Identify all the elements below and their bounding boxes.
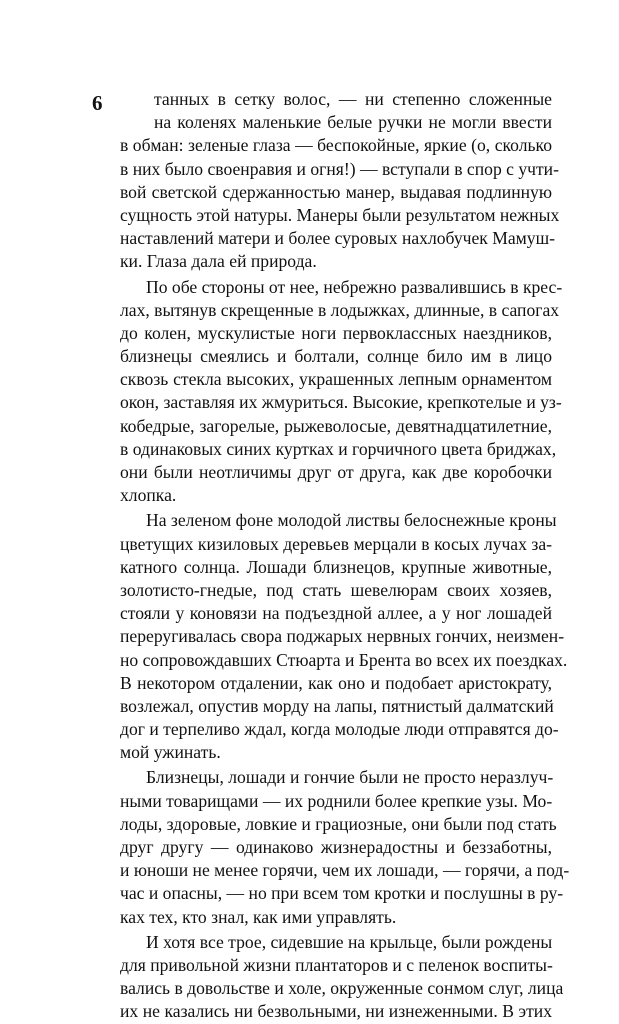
text-line: в обман: зеленые глаза — беспокойные, яркие (о, сколько xyxy=(120,135,552,156)
text-line: но сопровождавших Стюарта и Брента во всех их поездках. xyxy=(120,649,568,670)
page-number: 6 xyxy=(92,91,103,115)
text-line: в одинаковых синих куртках и горчичного цвета бриджах, xyxy=(120,438,557,459)
text-line: В некотором отдалении, как оно и подобает аристократу, xyxy=(120,672,552,693)
text-line: стояли у коновязи на подъездной аллее, а у ног лошадей xyxy=(120,603,552,624)
text-line: ными товарищами — их роднили более крепкие узы. Мо- xyxy=(120,790,553,811)
text-line: хлопка. xyxy=(120,485,177,506)
text-line: близнецы смеялись и болтали, солнце било им в лицо xyxy=(120,346,552,367)
text-line: золотисто-гнедые, под стать шевелюрам своих хозяев, xyxy=(120,579,552,600)
text-line: дог и терпеливо ждал, когда молодые люди отправятся до- xyxy=(120,719,559,740)
text-line: ки. Глаза дала ей природа. xyxy=(120,251,317,272)
text-line: танных в сетку волос, — ни степенно сложенные xyxy=(154,89,552,109)
text-line: катного солнца. Лошади близнецов, крупные животные, xyxy=(120,556,552,577)
text-line: в них было своенравия и огня!) — вступали в спор с учти- xyxy=(120,158,559,179)
text-line: сущность этой натуры. Манеры были результатом нежных xyxy=(120,204,560,225)
text-line: мой ужинать. xyxy=(120,742,221,763)
text-line: вались в довольстве и холе, окруженные сонмом слуг, лица xyxy=(120,978,564,999)
text-line: лоды, здоровые, ловкие и грациозные, они были под стать xyxy=(120,813,557,834)
text-line: вой светской сдержанностью манер, выдавая подлинную xyxy=(120,181,552,202)
text-line: на коленях маленькие белые ручки не могли ввести xyxy=(154,112,552,133)
text-line: возлежал, опустив морду на лапы, пятнистый далматский xyxy=(120,695,554,716)
text-line: друг другу — одинаково жизнерадостны и беззаботны, xyxy=(120,837,552,857)
text-line: кобедрые, загорелые, рыжеволосые, девятнадцатилетние, xyxy=(120,415,552,436)
text-line: сквозь стекла высоких, украшенных лепным орнаментом xyxy=(120,369,552,390)
text-line: И хотя все трое, сидевшие на крыльце, были рождены xyxy=(146,931,553,952)
text-line: Близнецы, лошади и гончие были не просто неразлуч- xyxy=(146,767,554,788)
text-line: По обе стороны от нее, небрежно развалившись в крес- xyxy=(146,276,563,297)
text-line: для привольной жизни плантаторов и с пеленок воспиты- xyxy=(120,954,553,975)
body-text xyxy=(120,88,570,1024)
text-line: переругивалась свора поджарых нервных гончих, неизмен- xyxy=(120,626,565,647)
text-line: и юноши не менее горячи, чем их лошади, — горячи, а под- xyxy=(120,860,570,881)
text-line: ках тех, кто знал, как ими управлять. xyxy=(120,906,397,927)
text-line: цветущих кизиловых деревьев мерцали в косых лучах за- xyxy=(120,533,552,554)
text-line: На зеленом фоне молодой листвы белоснежные кроны xyxy=(146,510,557,531)
text-line: наставлений матери и более суровых нахлобучек Мамуш- xyxy=(120,228,556,249)
text-line: их не казались ни безвольными, ни изнеженными. В этих xyxy=(120,1001,552,1022)
text-line: час и опасны, — но при всем том кротки и послушны в ру- xyxy=(120,883,564,904)
text-line: лах, вытянув скрещенные в лодыжках, длинные, в сапогах xyxy=(120,299,560,320)
text-line: до колен, мускулистые ноги первоклассных наездников, xyxy=(120,322,552,343)
text-line: они были неотличимы друг от друга, как две коробочки xyxy=(120,462,552,482)
text-line: окон, заставляя их жмуриться. Высокие, крепкотелые и уз- xyxy=(120,392,562,413)
